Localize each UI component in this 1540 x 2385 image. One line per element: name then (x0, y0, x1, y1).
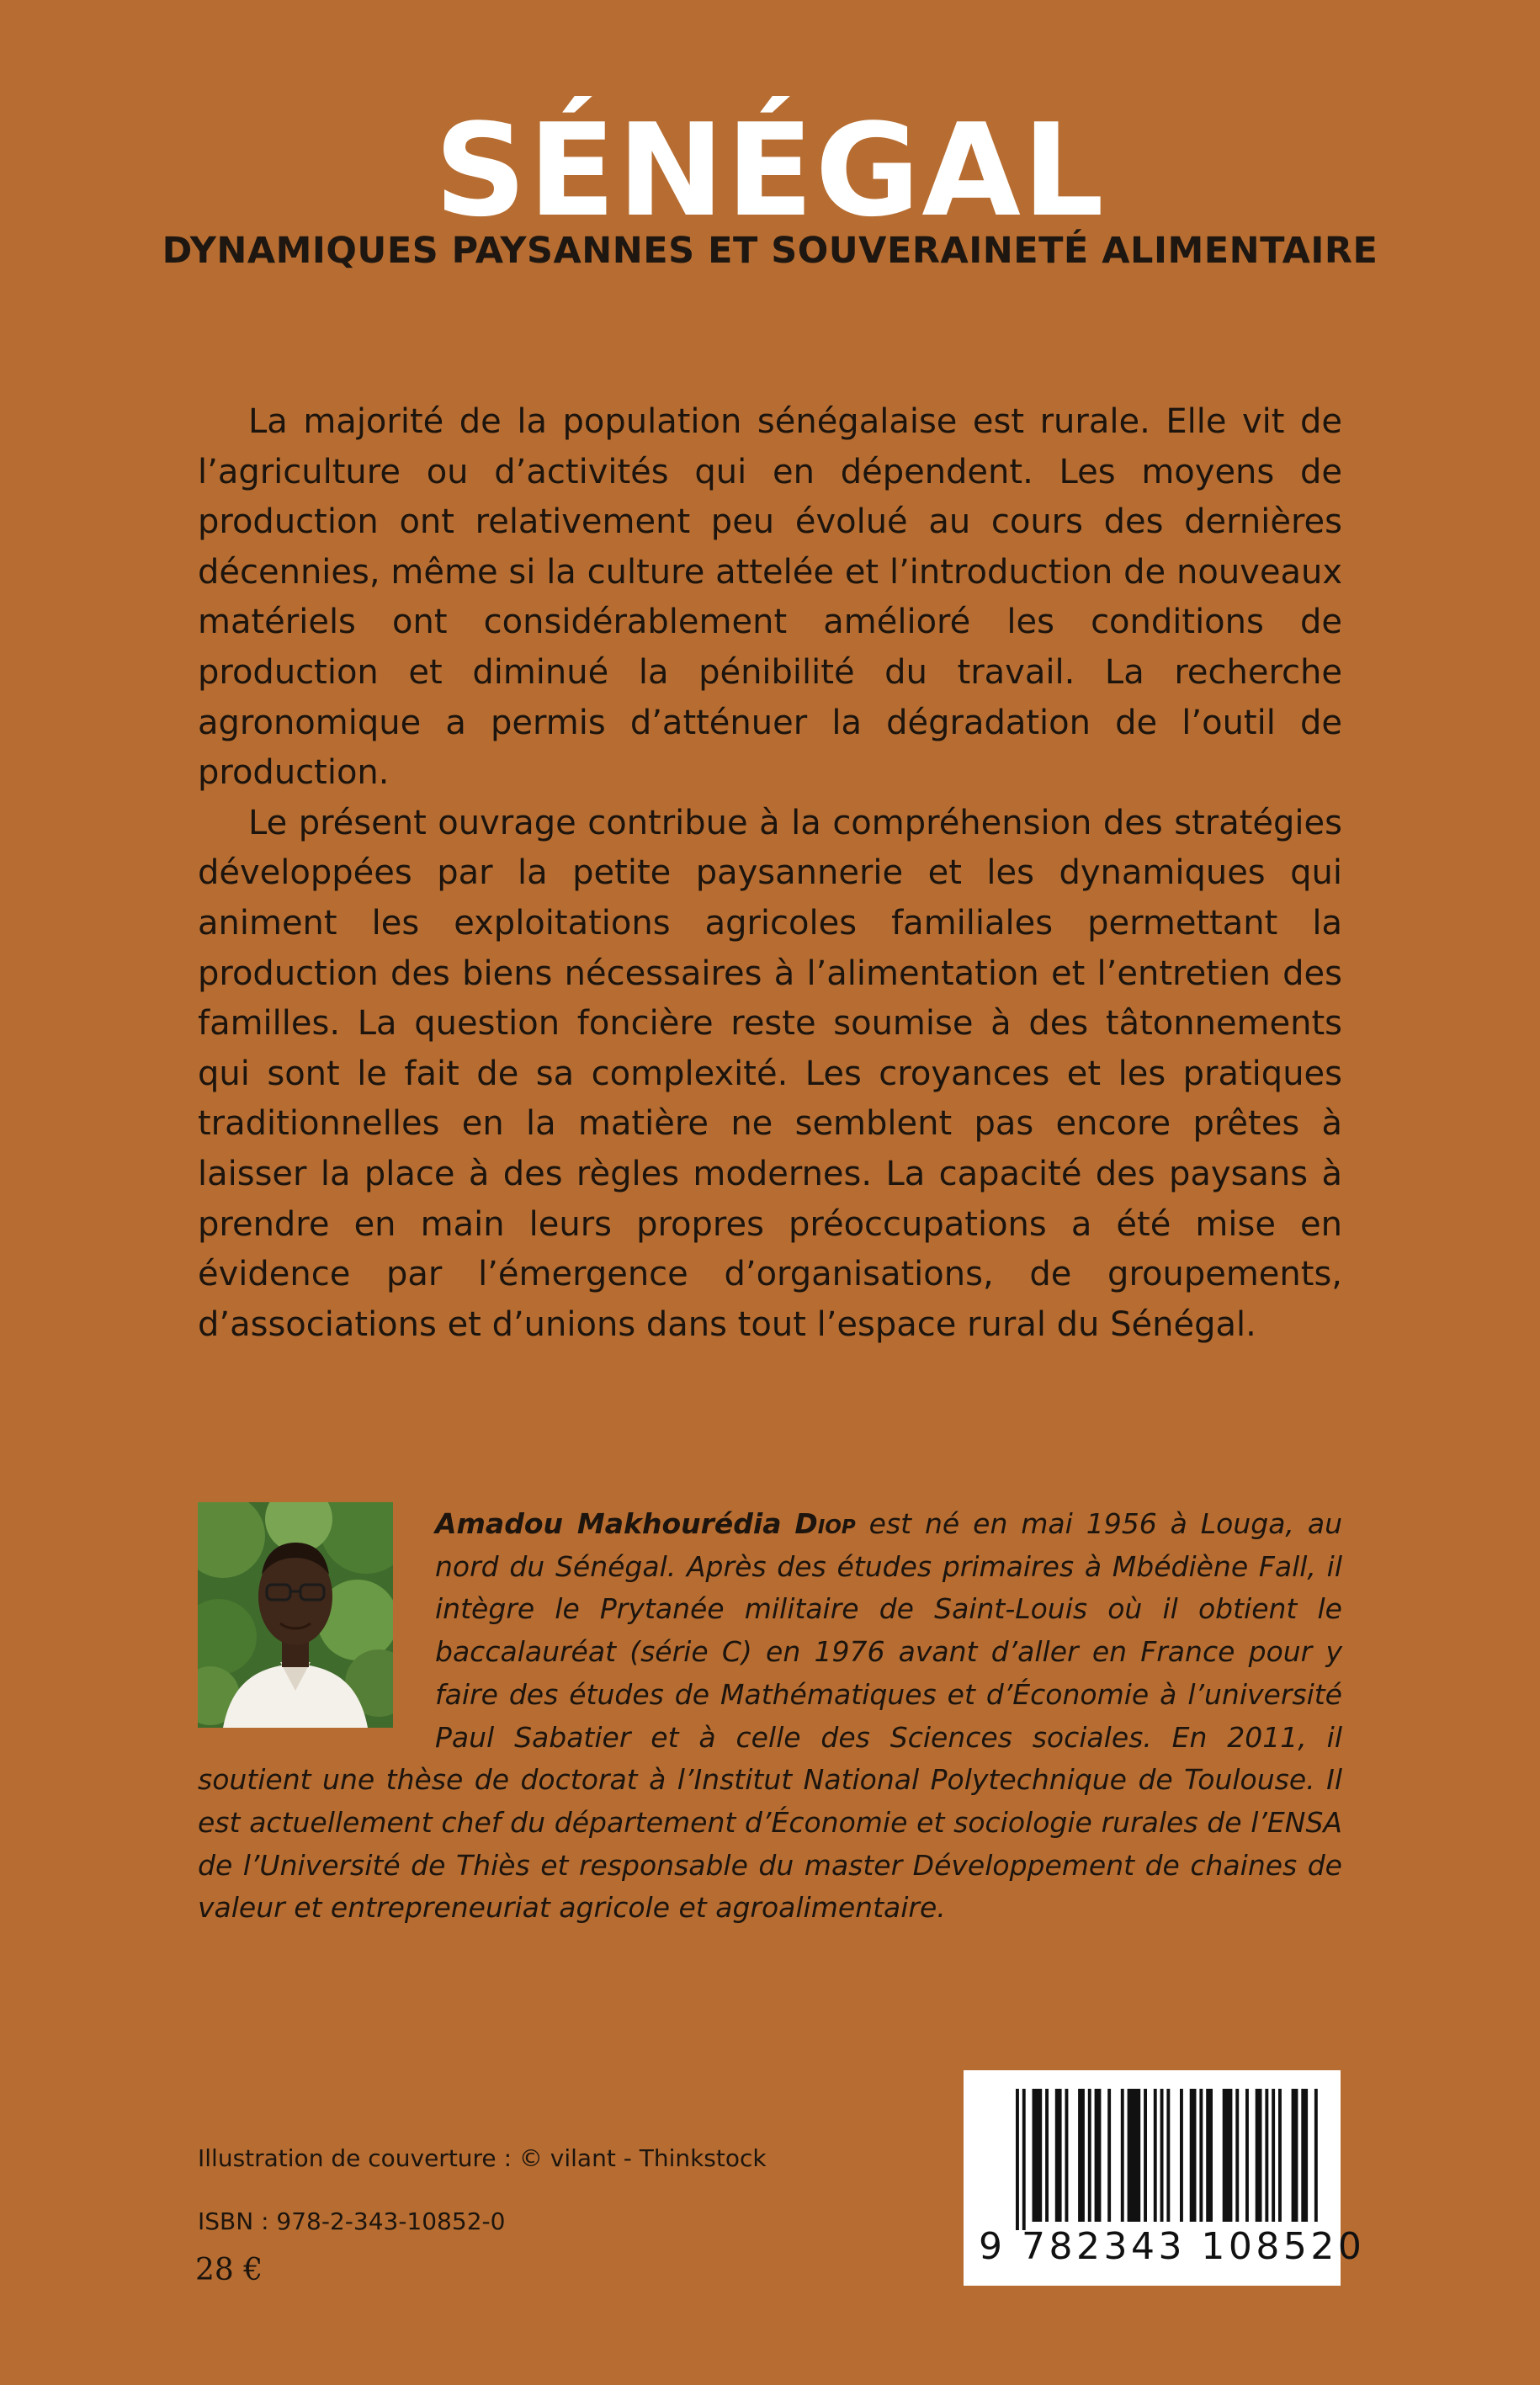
summary-paragraph-1: La majorité de la population sénégalaise est rurale. Elle vit de l’agriculture ou d’activités qui en dépendent. Les moyens de production ont relativement peu évolué au cours des dernières décennies, même si la culture attelée et l’introduction de nouveaux matériels ont considérablement amélioré les conditions de production et diminué la pénibilité du travail. La recherche agronomique a permis d’atténuer la dégradation de l’outil de production. (198, 402, 1342, 793)
summary-paragraph-2: Le présent ouvrage contribue à la compréhension des stratégies développées par la petite paysannerie et les dynamiques qui animent les exploitations agricoles familiales permettant la production des biens nécessaires à l’alimentation et l’entretien des familles. La question foncière reste soumise à des tâtonnements qui sont le fait de sa complexité. Les croyances et les pratiques traditionnelles en la matière ne semblent pas encore prêtes à laisser la place à des règles modernes. La capacité des paysans à prendre en main leurs propres préoccupations a été mise en évidence par l’émergence d’organisations, de groupements, d’associations et d’unions dans tout l’espace rural du Sénégal. (198, 803, 1342, 1344)
cover-illustration-credit: Illustration de couverture : © vilant - Thinkstock (198, 2144, 767, 2172)
author-first-names: Amadou Makhourédia (435, 1507, 782, 1540)
price: 28 € (195, 2253, 263, 2287)
barcode-digits: 9 782343 108520 (979, 2225, 1366, 2268)
isbn: ISBN : 978-2-343-10852-0 (198, 2207, 506, 2235)
barcode (964, 2070, 1366, 2286)
author-photo (198, 1502, 393, 1728)
book-subtitle: DYNAMIQUES PAYSANNES ET SOUVERAINETÉ ALIMENTAIRE (162, 230, 1378, 272)
author-surname: Diop (794, 1507, 856, 1540)
summary-text (198, 397, 1342, 1350)
book-title: SÉNÉGAL (434, 96, 1106, 245)
author-bio-text: est né en mai 1956 à Louga, au nord du Sénégal. Après des études primaires à Mbédiène Fall, il intègre le Prytanée militaire de Saint-Louis où il obtient le baccalauréat (série C) en 1976 avant d’aller en France pour y faire des études de Mathématiques et d’Économie à l’université Paul Sabatier et à celle des Sciences sociales. En 2011, il soutient une thèse de doctorat à l’Institut National Polytechnique de Toulouse. Il est actuellement chef du département d’Économie et sociologie rurales de l’ENSA de l’Université de Thiès et responsable du master Développement de chaines de valeur et entrepreneuriat agricole et agroalimentaire. (198, 1507, 1342, 1925)
barcode-bars (964, 2070, 1341, 2230)
